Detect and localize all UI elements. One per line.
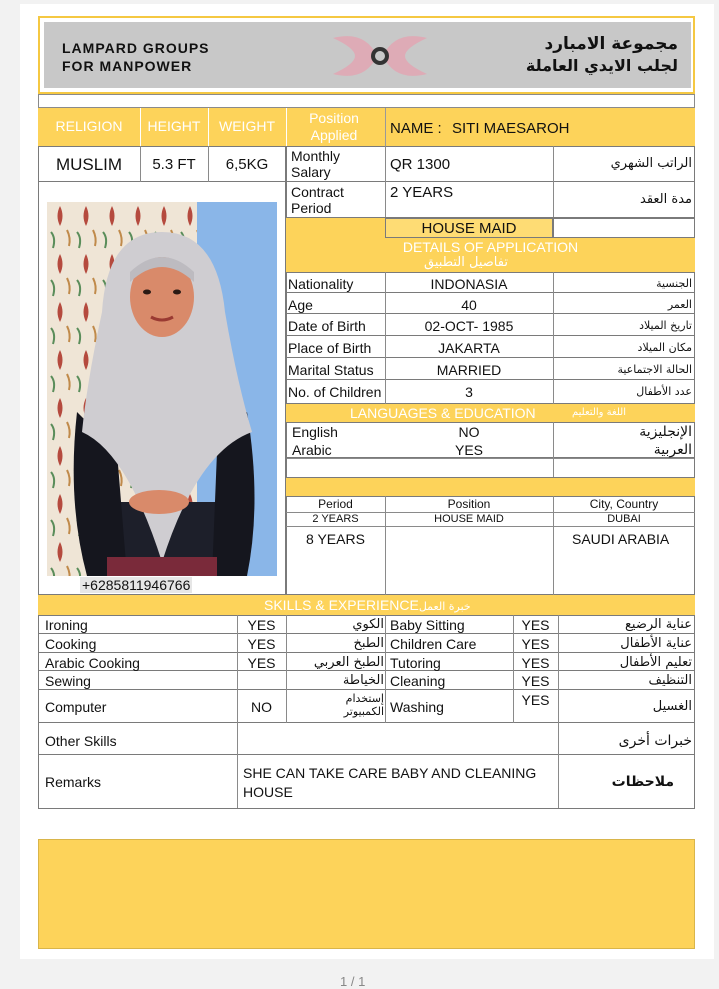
- monthly-salary-ar: الراتب الشهري: [610, 156, 692, 171]
- contract-period-label: Contract Period: [291, 184, 344, 216]
- country-value: SAUDI ARABIA: [572, 531, 670, 547]
- skill-right-value: YES: [521, 655, 550, 671]
- skill-left-label: Arabic Cooking: [45, 655, 140, 671]
- skill-right-ar: التنظيف: [648, 673, 692, 688]
- details-value: JAKARTA: [438, 340, 500, 356]
- arabic-label: Arabic: [292, 442, 332, 458]
- weight-value: 6,5KG: [225, 156, 269, 173]
- arabic-ar: العربية: [653, 442, 692, 458]
- remarks-ar: ملاحظات: [611, 774, 674, 790]
- details-label: Marital Status: [288, 362, 374, 378]
- other-skills-row: [38, 723, 695, 755]
- name-value: SITI MAESAROH: [452, 120, 570, 137]
- english-label: English: [292, 424, 338, 440]
- skill-left-label: Sewing: [45, 673, 91, 689]
- candidate-photo: [47, 202, 277, 576]
- portrait-photo-icon: [47, 202, 277, 576]
- skill-right-value: YES: [521, 636, 550, 652]
- company-name-ar-1: مجموعة الامبارد: [544, 34, 678, 54]
- period-value: 2 YEARS: [312, 513, 359, 525]
- city-header: City, Country: [589, 497, 659, 511]
- contract-period-ar: مدة العقد: [640, 192, 692, 207]
- religion-label: RELIGION: [55, 118, 123, 134]
- skill-right-label: Baby Sitting: [390, 617, 465, 633]
- details-title-en: DETAILS OF APPLICATION: [402, 239, 579, 255]
- weight-label: WEIGHT: [219, 118, 275, 134]
- english-value: NO: [458, 424, 480, 440]
- skill-left-label: Cooking: [45, 636, 97, 652]
- skill-left-ar: الخياطة: [342, 673, 384, 688]
- page-indicator: 1 / 1: [340, 974, 366, 989]
- details-ar: عدد الأطفال: [636, 385, 692, 398]
- company-name-en-1: LAMPARD GROUPS: [62, 40, 210, 56]
- details-value: 02-OCT- 1985: [424, 318, 514, 334]
- details-label: No. of Children: [288, 384, 382, 400]
- details-value: 3: [465, 384, 473, 400]
- details-label: Nationality: [288, 276, 354, 292]
- skills-title-en: SKILLS & EXPERIENCE: [264, 597, 419, 613]
- skill-left-label: Computer: [45, 699, 107, 715]
- skill-right-ar: الغسيل: [652, 699, 692, 714]
- skill-right-label: Children Care: [390, 636, 477, 652]
- arabic-value: YES: [454, 442, 483, 458]
- details-label: Age: [288, 297, 313, 313]
- height-label: HEIGHT: [147, 118, 201, 134]
- monthly-salary-value: QR 1300: [390, 156, 451, 173]
- remarks-label: Remarks: [45, 774, 102, 790]
- skill-right-label: Cleaning: [390, 673, 446, 689]
- details-ar: الحالة الاجتماعية: [617, 363, 692, 376]
- details-ar: الجنسية: [656, 277, 692, 290]
- cv-sheet: [20, 4, 714, 959]
- monthly-salary-label: Monthly Salary: [291, 148, 341, 180]
- height-value: 5.3 FT: [152, 156, 196, 173]
- skill-right-value: YES: [521, 617, 550, 633]
- details-title-ar: تفاصيل التطبيق: [424, 255, 508, 270]
- details-ar: مكان الميلاد: [637, 341, 692, 354]
- company-name-en-2: FOR MANPOWER: [62, 58, 193, 74]
- languages-title-ar: اللغة والتعليم: [572, 407, 626, 418]
- company-logo: [325, 28, 435, 84]
- skill-right-ar: تعليم الأطفال: [619, 655, 692, 670]
- english-ar: الإنجليزية: [639, 424, 692, 440]
- position-applied-label: Position Applied: [309, 110, 359, 143]
- remarks-value: SHE CAN TAKE CARE BABY AND CLEANING HOUSE: [243, 765, 537, 800]
- skill-right-value: YES: [521, 692, 550, 708]
- contract-period-value: 2 YEARS: [390, 184, 454, 201]
- skill-right-label: Tutoring: [390, 655, 441, 671]
- skill-left-ar: إستخدام الكمبيوتر: [343, 692, 384, 718]
- details-label: Place of Birth: [288, 340, 372, 356]
- skill-left-ar: الطبخ: [353, 636, 384, 651]
- skill-left-ar: الكوي: [352, 617, 384, 632]
- lampard-logo-icon: [325, 28, 435, 84]
- languages-title-en: LANGUAGES & EDUCATION: [350, 405, 536, 421]
- details-value: 40: [461, 297, 477, 313]
- details-label: Date of Birth: [288, 318, 366, 334]
- company-name-ar-2: لجلب الايدي العاملة: [525, 56, 678, 75]
- religion-value: MUSLIM: [55, 155, 123, 174]
- city-value: DUBAI: [607, 513, 641, 525]
- period-header: Period: [318, 497, 353, 511]
- skill-left-value: NO: [251, 699, 272, 715]
- details-value: INDONASIA: [430, 276, 508, 292]
- skill-left-ar: الطبخ العربي: [313, 655, 384, 670]
- skill-right-ar: عناية الأطفال: [620, 636, 692, 651]
- position-header: Position: [447, 497, 491, 511]
- other-skills-ar: خبرات أخرى: [618, 733, 692, 749]
- bottom-yellow-box: [38, 839, 695, 949]
- position-value: HOUSE MAID: [421, 220, 517, 237]
- skills-title-ar: خبرة العمل: [418, 600, 471, 613]
- skill-left-label: Ironing: [45, 617, 88, 633]
- details-ar: تاريخ الميلاد: [639, 319, 692, 332]
- skill-left-value: YES: [247, 636, 276, 652]
- skill-right-label: Washing: [390, 699, 444, 715]
- other-skills-label: Other Skills: [45, 733, 117, 749]
- skill-left-value: YES: [247, 617, 276, 633]
- phone-number: +6285811946766: [82, 577, 191, 593]
- name-label: NAME :: [390, 120, 442, 137]
- total-period: 8 YEARS: [306, 531, 365, 547]
- skill-left-value: YES: [247, 655, 276, 671]
- position-exp-value: HOUSE MAID: [434, 513, 504, 525]
- skill-right-value: YES: [521, 673, 550, 689]
- details-value: MARRIED: [436, 362, 502, 378]
- details-ar: العمر: [667, 298, 692, 311]
- skills-title: [264, 597, 471, 613]
- skill-right-ar: عناية الرضيع: [625, 617, 692, 632]
